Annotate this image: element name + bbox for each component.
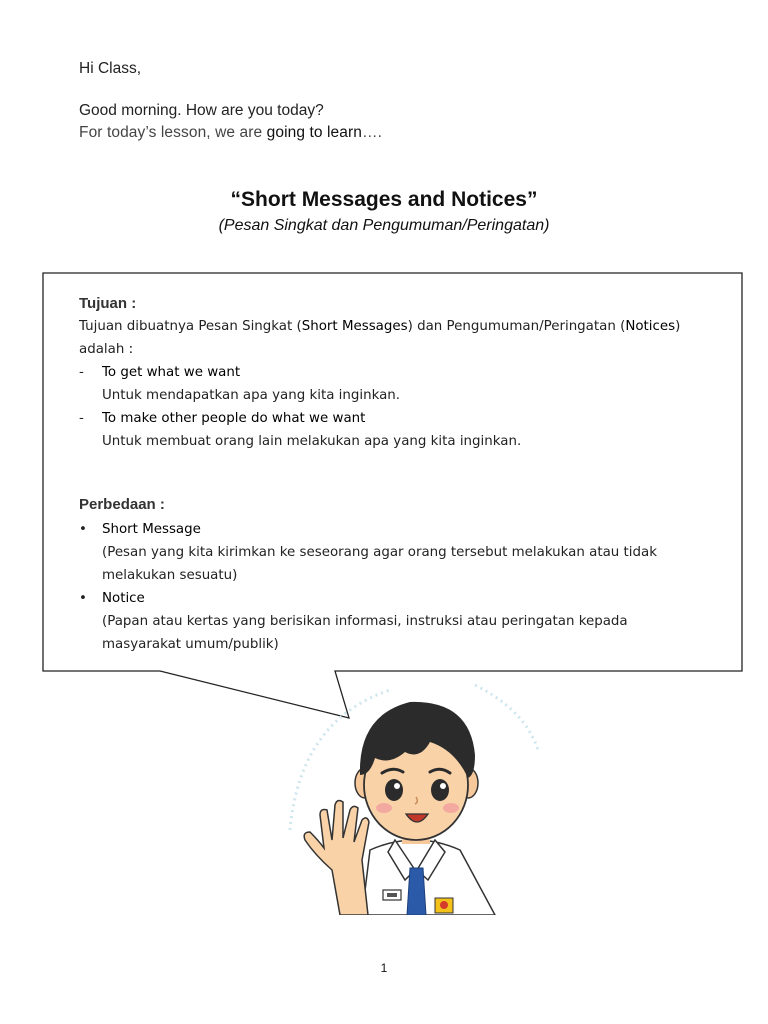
type-description-line-2: masyarakat umum/publik) (102, 637, 279, 652)
tujuan-text-4: adalah (79, 342, 129, 357)
type-item (79, 587, 729, 656)
page-number: 1 (380, 961, 388, 975)
intro-text: For today’s lesson, we are (79, 124, 267, 141)
greeting-line-1: Hi Class, (79, 60, 142, 77)
type-description-line-1: (Pesan yang kita kirimkan ke seseorang agar orang tersebut melakukan atau tidak (102, 545, 657, 560)
perbedaan-heading: Perbedaan : (79, 496, 165, 513)
student-waving-icon (280, 680, 550, 915)
goal-label: To get what we want (102, 365, 241, 380)
tujuan-text-2: ) dan Pengumuman/Peringatan ( (407, 319, 626, 334)
intro-ellipsis: …. (361, 124, 382, 141)
goal-item (79, 361, 729, 407)
goal-description: Untuk membuat orang lain melakukan apa yang kita inginkan. (102, 434, 522, 449)
info-box (79, 292, 729, 656)
tujuan-text-3: ) (675, 319, 681, 334)
tujuan-term-short-messages: Short Messages (301, 319, 408, 334)
type-item (79, 518, 729, 587)
greeting-line-2: Good morning. How are you today? (79, 102, 324, 119)
goal-description: Untuk mendapatkan apa yang kita inginkan. (102, 388, 401, 403)
type-description-line-2: melakukan sesuatu) (102, 568, 238, 583)
tujuan-colon: : (128, 342, 134, 357)
tujuan-heading: Tujuan : (79, 295, 137, 312)
bullet-marker: • (79, 522, 87, 537)
type-label: Short Message (102, 522, 201, 537)
intro-emphasis: going to learn (266, 124, 362, 141)
dash-marker: - (79, 365, 84, 380)
tujuan-text-1: Tujuan dibuatnya Pesan Singkat ( (79, 319, 302, 334)
bullet-marker: • (79, 591, 87, 606)
page-title: “Short Messages and Notices” (230, 188, 538, 211)
type-label: Notice (102, 591, 145, 606)
goal-item (79, 407, 729, 453)
tujuan-term-notices: Notices (625, 319, 676, 334)
dash-marker: - (79, 411, 84, 426)
goal-label: To make other people do what we want (102, 411, 366, 426)
page-subtitle: (Pesan Singkat dan Pengumuman/Peringatan) (218, 217, 550, 234)
tujuan-paragraph (79, 315, 729, 361)
type-description-line-1: (Papan atau kertas yang berisikan informasi, instruksi atau peringatan kepada (102, 614, 628, 629)
